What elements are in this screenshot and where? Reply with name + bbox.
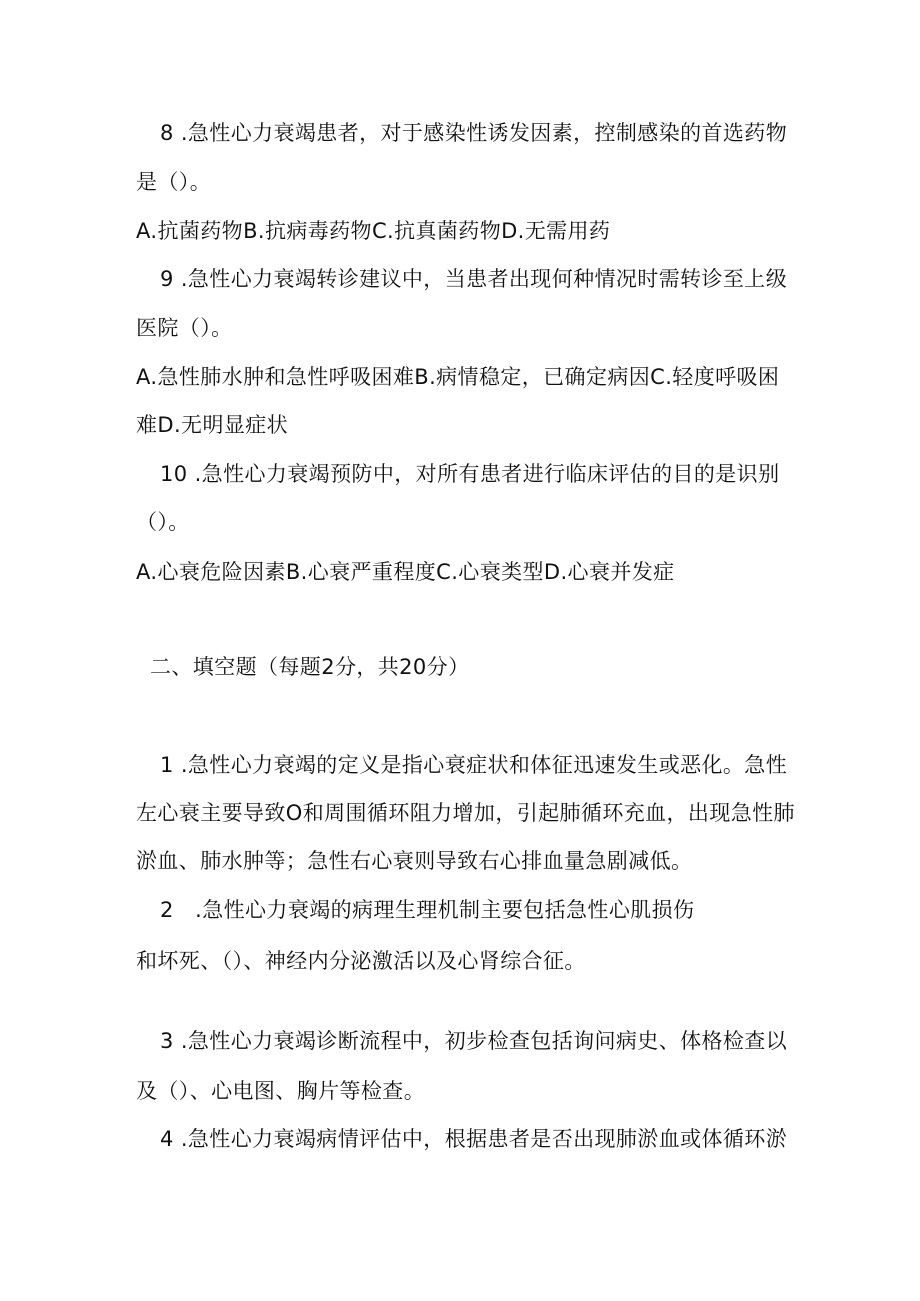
- fill-question-2-line-1: 2 .急性心力衰竭的病理生理机制主要包括急性心肌损伤: [160, 898, 695, 922]
- question-10-options: A.心衰危险因素B.心衰严重程度C.心衰类型D.心衰并发症: [136, 560, 675, 584]
- question-9-line-1: 9 .急性心力衰竭转诊建议中，当患者出现何种情况时需转诊至上级: [160, 267, 788, 291]
- question-10-line-2: （）。: [136, 510, 190, 534]
- question-9-line-2: 医院（）。: [136, 316, 233, 340]
- question-9-options-line-1: A.急性肺水肿和急性呼吸困难B.病情稳定，已确定病因C.轻度呼吸困: [136, 365, 780, 389]
- fill-question-3-line-1: 3 .急性心力衰竭诊断流程中，初步检查包括询问病史、体格检查以: [160, 1029, 788, 1053]
- fill-question-1-line-2: 左心衰主要导致O和周围循环阻力增加，引起肺循环充血，出现急性肺: [136, 801, 795, 825]
- section-title: 二、填空题（每题2分，共20分）: [150, 655, 470, 679]
- question-10-line-1: 10 .急性心力衰竭预防中，对所有患者进行临床评估的目的是识别: [160, 462, 780, 486]
- fill-question-2-line-2: 和坏死、（）、神经内分泌激活以及心肾综合征。: [136, 949, 586, 973]
- fill-question-1-line-3: 淤血、肺水肿等；急性右心衰则导致右心排血量急剧减低。: [136, 849, 693, 873]
- question-8-line-1: 8 .急性心力衰竭患者，对于感染性诱发因素，控制感染的首选药物: [160, 121, 788, 145]
- question-8-options: A.抗菌药物B.抗病毒药物C.抗真菌药物D.无需用药: [136, 219, 611, 243]
- question-8-line-2: 是（）。: [136, 170, 212, 194]
- fill-question-3-line-2: 及（）、心电图、胸片等检查。: [136, 1079, 426, 1103]
- question-9-options-line-2: 难D.无明显症状: [136, 413, 289, 437]
- fill-question-4-line-1: 4 .急性心力衰竭病情评估中，根据患者是否出现肺淤血或体循环淤: [160, 1127, 788, 1151]
- fill-question-1-line-1: 1 .急性心力衰竭的定义是指心衰症状和体征迅速发生或恶化。急性: [160, 753, 788, 777]
